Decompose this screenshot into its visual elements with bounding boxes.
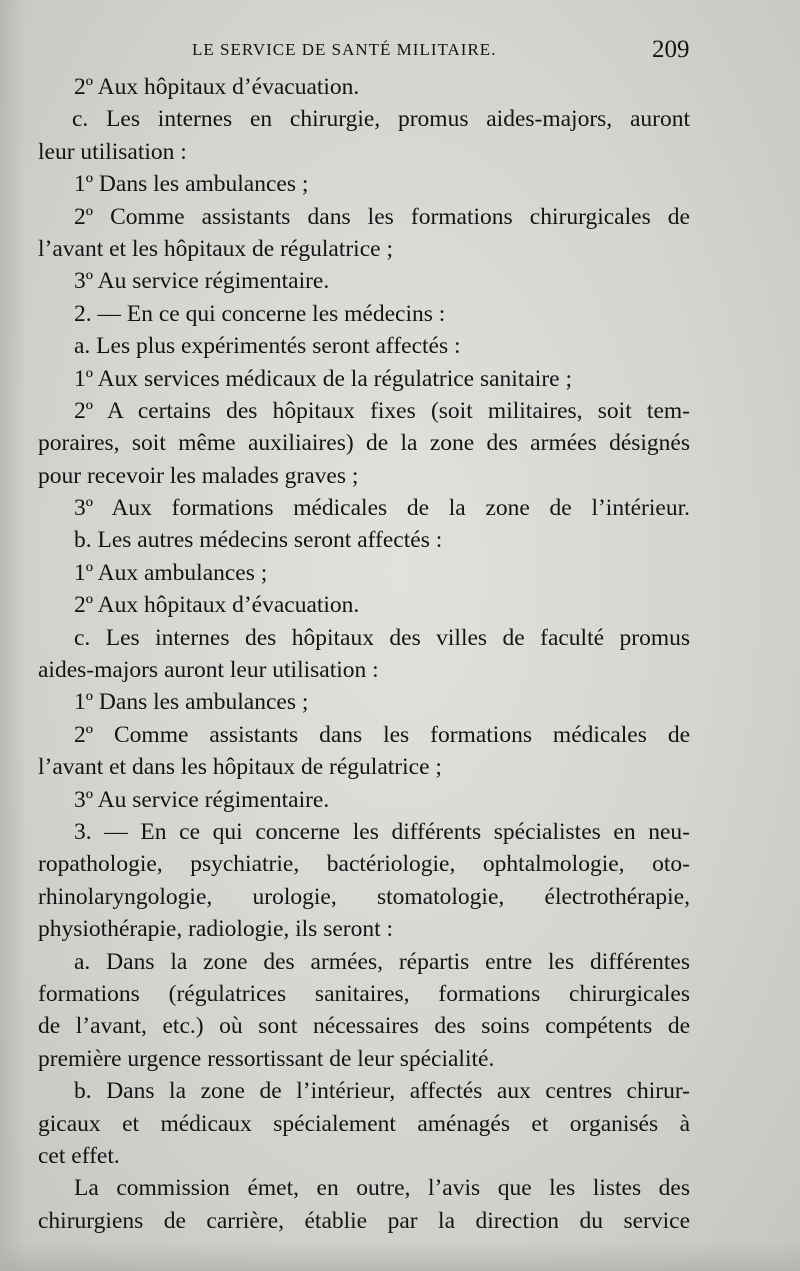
text-line: 3º Au service régimentaire.: [74, 268, 330, 295]
text-line: 2º Comme assistants dans les formations médicales de: [74, 721, 690, 748]
page-bottom-shadow: [0, 1241, 800, 1271]
text-line: 1º Aux services médicaux de la régulatrice sanitaire ;: [74, 365, 572, 392]
text-line: chirurgiens de carrière, établie par la direction du service: [38, 1207, 690, 1234]
text-line: 3º Aux formations médicales de la zone de l’intérieur.: [74, 495, 690, 522]
running-title: LE SERVICE DE SANTÉ MILITAIRE.: [192, 40, 497, 59]
text-line: 3. — En ce qui concerne les différents spécialistes en neu-: [74, 818, 690, 845]
text-line: 2º Aux hôpitaux d’évacuation.: [74, 592, 360, 619]
text-line: leur utilisation :: [38, 138, 187, 165]
text-line: l’avant et dans les hôpitaux de régulatrice ;: [38, 754, 442, 781]
text-line: de l’avant, etc.) où sont nécessaires des soins compétents de: [38, 1013, 690, 1040]
text-line: formations (régulatrices sanitaires, formations chirurgicales: [38, 980, 690, 1007]
text-line: La commission émet, en outre, l’avis que les listes des: [74, 1175, 690, 1202]
text-line: 2º Aux hôpitaux d’évacuation.: [74, 74, 360, 100]
text-line: 2. — En ce qui concerne les médecins :: [74, 300, 446, 327]
text-line: gicaux et médicaux spécialement aménagés et organisés à: [38, 1110, 690, 1137]
page-header: [0, 36, 800, 72]
text-line: physiothérapie, radiologie, ils seront :: [38, 916, 394, 943]
text-line: c. Les internes en chirurgie, promus aides-majors, auront: [72, 106, 690, 133]
body-text: [38, 71, 690, 1237]
text-line: a. Dans la zone des armées, répartis entre les différentes: [74, 948, 690, 975]
text-line: 1º Dans les ambulances ;: [74, 689, 309, 716]
text-line: a. Les plus expérimentés seront affectés :: [74, 333, 461, 360]
text-line: première urgence ressortissant de leur spécialité.: [38, 1045, 495, 1072]
text-line: b. Dans la zone de l’intérieur, affectés aux centres chirur-: [74, 1078, 690, 1105]
page-gutter-shadow: [0, 0, 26, 1271]
text-line: pour recevoir les malades graves ;: [38, 462, 359, 489]
page-number: 209: [652, 36, 690, 63]
text-line: b. Les autres médecins seront affectés :: [74, 527, 443, 554]
text-line: 1º Dans les ambulances ;: [74, 171, 309, 198]
text-line: 3º Au service régimentaire.: [74, 786, 330, 813]
text-line: c. Les internes des hôpitaux des villes de faculté promus: [74, 624, 690, 651]
text-line: rhinolaryngologie, urologie, stomatologie, électrothérapie,: [38, 883, 690, 910]
text-line: aides-majors auront leur utilisation :: [38, 657, 379, 684]
text-line: 2º A certains des hôpitaux fixes (soit militaires, soit tem-: [74, 397, 690, 424]
text-line: 1º Aux ambulances ;: [74, 559, 268, 586]
text-line: 2º Comme assistants dans les formations chirurgicales de: [74, 203, 690, 230]
text-line: ropathologie, psychiatrie, bactériologie, ophtalmologie, oto-: [38, 851, 690, 878]
text-line: poraires, soit même auxiliaires) de la zone des armées désignés: [38, 430, 690, 457]
text-line: cet effet.: [38, 1142, 120, 1169]
text-line: l’avant et les hôpitaux de régulatrice ;: [38, 235, 393, 262]
